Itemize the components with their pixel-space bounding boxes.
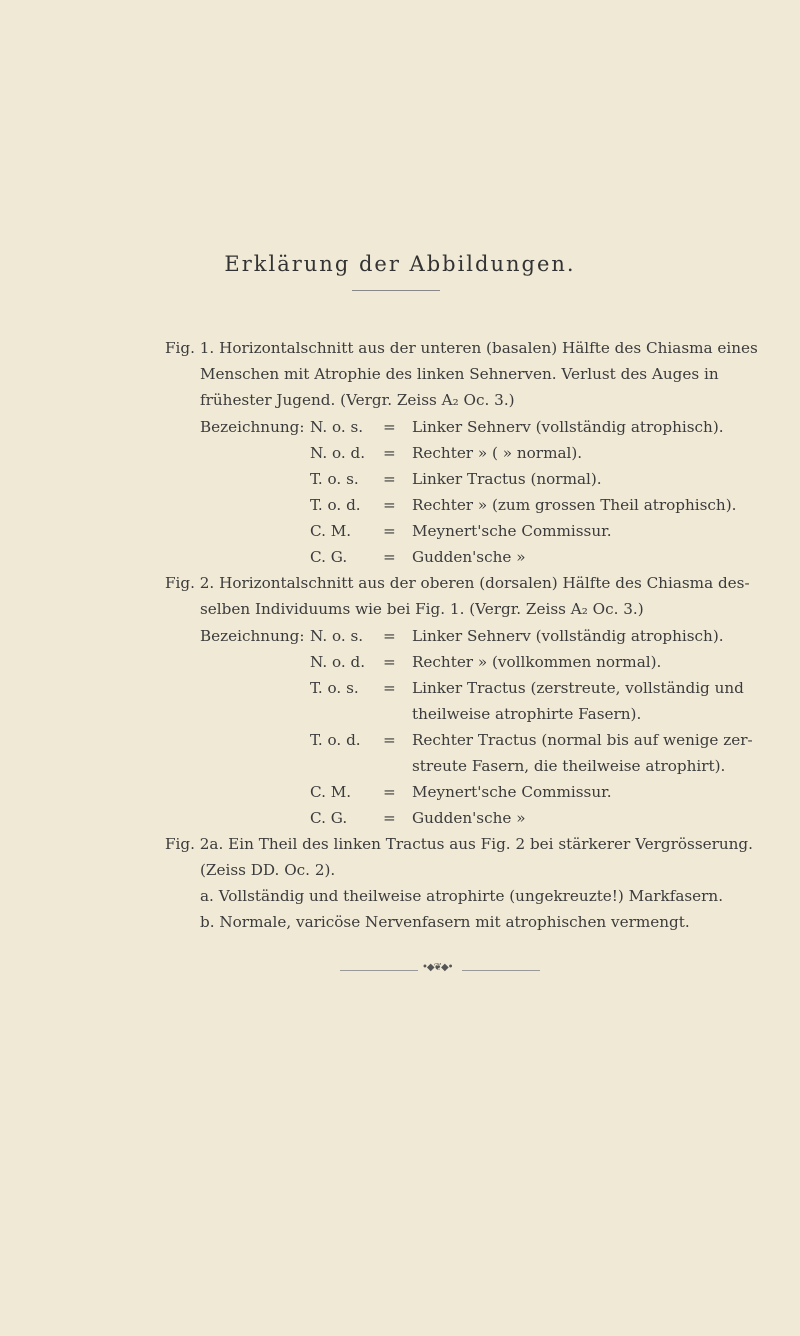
fig2-legend-row — [0, 627, 800, 647]
legend-equals: = — [383, 496, 396, 514]
legend-desc: Linker Sehnerv (vollständig atrophisch). — [412, 418, 724, 436]
legend-abbr: T. o. s. — [310, 470, 359, 488]
legend-desc: Linker Tractus (normal). — [412, 470, 602, 488]
legend-abbr: C. G. — [310, 548, 348, 566]
fig2-label: Bezeichnung: — [200, 627, 305, 645]
legend-desc: streute Fasern, die theilweise atrophirt). — [412, 757, 726, 775]
fig1-line-1: Fig. 1. Horizontalschnitt aus der unteren (basalen) Hälfte des Chiasma eines — [165, 339, 758, 357]
fig2-line-1: Fig. 2. Horizontalschnitt aus der oberen (dorsalen) Hälfte des Chiasma des- — [165, 574, 750, 592]
legend-abbr: N. o. s. — [310, 627, 364, 645]
legend-equals: = — [383, 679, 396, 697]
legend-equals: = — [383, 653, 396, 671]
fig1-label: Bezeichnung: — [200, 418, 305, 436]
legend-desc: Rechter » (vollkommen normal). — [412, 653, 662, 671]
fig2-legend-row — [0, 783, 800, 803]
legend-abbr: N. o. d. — [310, 444, 366, 462]
fig1-line-3: frühester Jugend. (Vergr. Zeiss A₂ Oc. 3.) — [200, 391, 515, 409]
legend-desc: Rechter » ( » normal). — [412, 444, 583, 462]
fig1-line-2: Menschen mit Atrophie des linken Sehnerven. Verlust des Auges in — [200, 365, 719, 383]
fig2-legend-row — [0, 653, 800, 673]
fig2-legend-row — [0, 809, 800, 829]
fig2-legend-row — [0, 731, 800, 751]
legend-desc: Rechter » (zum grossen Theil atrophisch). — [412, 496, 737, 514]
legend-abbr: N. o. d. — [310, 653, 366, 671]
legend-abbr: T. o. s. — [310, 679, 359, 697]
fig2a-line-1: Fig. 2a. Ein Theil des linken Tractus aus Fig. 2 bei stärkerer Vergrösserung. — [165, 835, 753, 853]
fig2a-line-3: a. Vollständig und theilweise atrophirte (ungekreuzte!) Markfasern. — [200, 887, 724, 905]
legend-equals: = — [383, 444, 396, 462]
fig2-legend-row — [0, 757, 800, 777]
legend-equals: = — [383, 548, 396, 566]
legend-abbr: C. M. — [310, 783, 352, 801]
fig1-legend-row — [0, 522, 800, 542]
legend-equals: = — [383, 783, 396, 801]
legend-abbr: T. o. d. — [310, 496, 361, 514]
fig2-legend-row — [0, 679, 800, 699]
legend-equals: = — [383, 522, 396, 540]
legend-desc: Gudden'sche » — [412, 809, 526, 827]
legend-desc: Linker Tractus (zerstreute, vollständig und — [412, 679, 744, 697]
legend-equals: = — [383, 418, 396, 436]
fig1-legend-row — [0, 470, 800, 490]
legend-desc: Meynert'sche Commissur. — [412, 522, 612, 540]
fig2-legend-row — [0, 705, 800, 725]
page-title: Erklärung der Abbildungen. — [224, 252, 576, 276]
title-divider — [352, 290, 440, 291]
legend-equals: = — [383, 731, 396, 749]
fig2a-line-2: (Zeiss DD. Oc. 2). — [200, 861, 336, 879]
fig1-legend-row — [0, 548, 800, 568]
closing-ornament: •◆❦◆• — [340, 966, 540, 974]
fig1-legend-row — [0, 418, 800, 438]
legend-abbr: N. o. s. — [310, 418, 364, 436]
legend-abbr: C. M. — [310, 522, 352, 540]
legend-desc: Meynert'sche Commissur. — [412, 783, 612, 801]
legend-desc: theilweise atrophirte Fasern). — [412, 705, 642, 723]
legend-abbr: C. G. — [310, 809, 348, 827]
fig1-legend-row — [0, 444, 800, 464]
legend-equals: = — [383, 627, 396, 645]
legend-desc: Rechter Tractus (normal bis auf wenige zer- — [412, 731, 753, 749]
fig2a-line-4: b. Normale, varicöse Nervenfasern mit atrophischen vermengt. — [200, 913, 690, 931]
legend-equals: = — [383, 470, 396, 488]
fig1-legend-row — [0, 496, 800, 516]
legend-desc: Linker Sehnerv (vollständig atrophisch). — [412, 627, 724, 645]
legend-desc: Gudden'sche » — [412, 548, 526, 566]
fig2-line-2: selben Individuums wie bei Fig. 1. (Vergr. Zeiss A₂ Oc. 3.) — [200, 600, 644, 618]
legend-equals: = — [383, 809, 396, 827]
legend-abbr: T. o. d. — [310, 731, 361, 749]
